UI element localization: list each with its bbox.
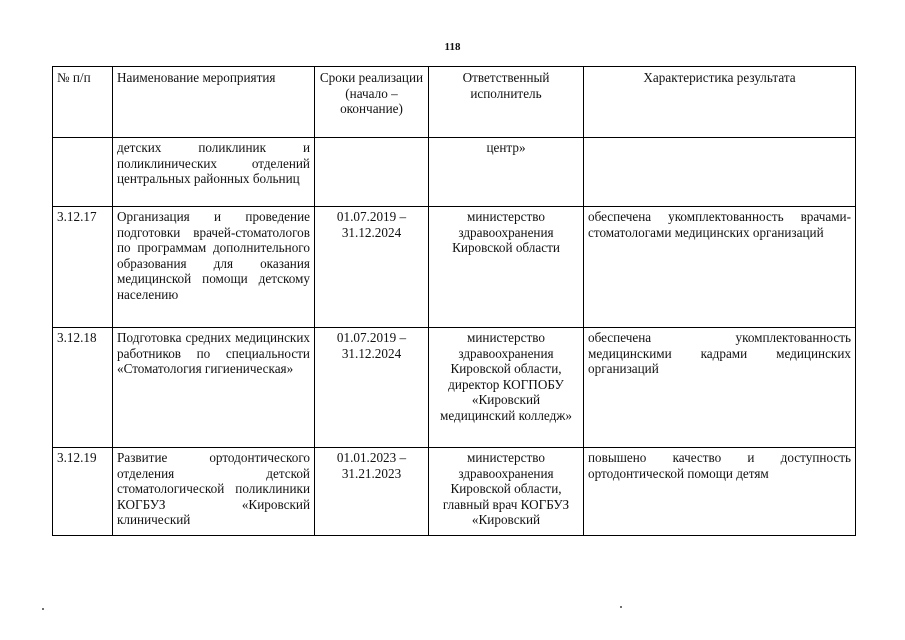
table-row	[53, 448, 856, 536]
table-row	[53, 328, 856, 448]
row-result	[584, 138, 856, 207]
row-executor: министерство здравоохранения Кировской области, директор КОГПОБУ «Кировский медицинский колледж»	[429, 328, 584, 448]
header-executor: Ответственный исполнитель	[429, 67, 584, 138]
activity-table	[52, 66, 856, 536]
row-activity-name: Подготовка средних медицинских работников по специальности «Стоматология гигиеническая»	[113, 328, 315, 448]
row-number	[53, 138, 113, 207]
row-activity-name: детских поликлиник и поликлинических отделений центральных районных больниц	[113, 138, 315, 207]
page-number: 118	[444, 41, 461, 53]
scan-speck	[42, 608, 44, 610]
row-result: обеспечена укомплектованность врачами-стоматологами медицинских организаций	[584, 207, 856, 328]
row-executor: центр»	[429, 138, 584, 207]
row-result: обеспечена укомплектованность медицинскими кадрами медицинских организаций	[584, 328, 856, 448]
row-activity-name: Развитие ортодонтического отделения детской стоматологической поликлиники КОГБУЗ «Кировский клинический	[113, 448, 315, 536]
row-activity-name: Организация и проведение подготовки врачей-стоматологов по программам дополнительного образования для оказания медицинской помощи детскому населению	[113, 207, 315, 328]
row-result: повышено качество и доступность ортодонтической помощи детям	[584, 448, 856, 536]
row-period	[315, 138, 429, 207]
row-number: 3.12.19	[53, 448, 113, 536]
header-activity-name: Наименование мероприятия	[113, 67, 315, 138]
header-number: № п/п	[53, 67, 113, 138]
header-period: Сроки реализации (начало – окончание)	[315, 67, 429, 138]
row-period: 01.01.2023 – 31.21.2023	[315, 448, 429, 536]
table-row	[53, 207, 856, 328]
row-number: 3.12.18	[53, 328, 113, 448]
header-result: Характеристика результата	[584, 67, 856, 138]
row-number: 3.12.17	[53, 207, 113, 328]
scan-speck	[620, 606, 622, 608]
row-period: 01.07.2019 – 31.12.2024	[315, 207, 429, 328]
table-header-row	[53, 67, 856, 138]
row-executor: министерство здравоохранения Кировской области	[429, 207, 584, 328]
table-row	[53, 138, 856, 207]
row-executor: министерство здравоохранения Кировской области, главный врач КОГБУЗ «Кировский	[429, 448, 584, 536]
row-period: 01.07.2019 – 31.12.2024	[315, 328, 429, 448]
